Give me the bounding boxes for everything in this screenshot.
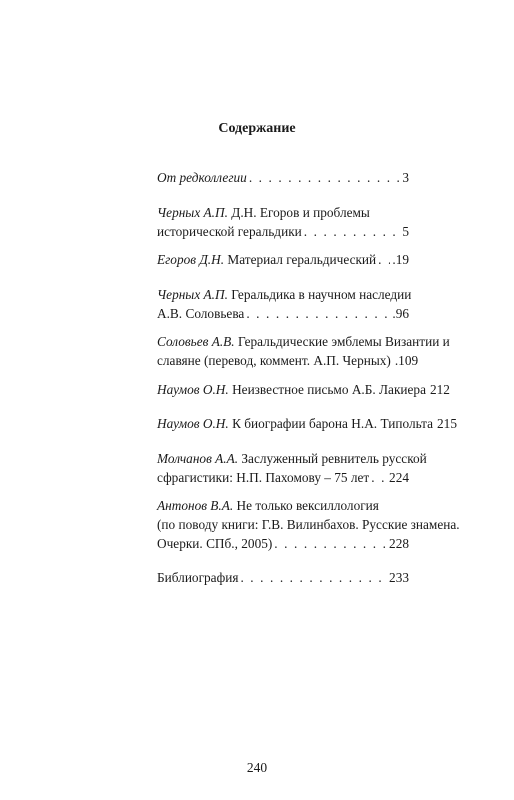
toc-author: Молчанов А.А. xyxy=(157,451,239,466)
toc-page-number: 5 xyxy=(402,224,409,239)
toc-author: Наумов О.Н. xyxy=(157,382,229,397)
toc-entry xyxy=(157,414,457,433)
toc-author: Егоров Д.Н. xyxy=(157,252,225,267)
toc-title: Неизвестное письмо А.Б. Лакиера xyxy=(232,382,426,397)
toc-title: Не только вексиллология xyxy=(236,498,379,513)
toc-entry xyxy=(157,449,427,487)
dot-leader xyxy=(371,468,387,487)
toc-title: Геральдические эмблемы Византии и xyxy=(237,334,450,349)
dot-leader xyxy=(304,222,401,241)
toc-page-number: .96 xyxy=(392,306,409,321)
dot-leader xyxy=(240,568,387,587)
toc-entry xyxy=(157,285,412,323)
toc-page-number: .19 xyxy=(392,252,409,267)
toc-page-number: .109 xyxy=(394,353,419,368)
dot-leader xyxy=(249,168,401,187)
toc-entry xyxy=(157,168,409,187)
toc-entry xyxy=(157,332,450,370)
toc-author: Черных А.П. xyxy=(157,287,228,302)
toc-title: Библиография xyxy=(157,570,239,585)
toc-title: славяне (перевод, коммент. А.П. Черных) xyxy=(157,353,391,368)
toc-title: исторической геральдики xyxy=(157,224,302,239)
toc-page-number: 228 xyxy=(389,536,409,551)
toc-page-number: 224 xyxy=(389,470,409,485)
toc-page-number: 212 xyxy=(429,382,450,397)
toc-entry xyxy=(157,203,409,241)
toc-page-number: 3 xyxy=(402,170,409,185)
page-title: Содержание xyxy=(218,121,296,136)
toc-entry xyxy=(157,496,460,553)
toc-title: А.В. Соловьева xyxy=(157,306,245,321)
toc-title: сфрагистики: Н.П. Пахомову – 75 лет xyxy=(157,470,370,485)
toc-title: Заслуженный ревнитель русской xyxy=(241,451,427,466)
toc-entry xyxy=(157,568,409,587)
toc-title: К биографии барона Н.А. Типольта xyxy=(232,416,434,431)
toc-page-number: 215 xyxy=(437,416,457,431)
toc-entry xyxy=(157,250,409,269)
toc-entry xyxy=(157,380,450,399)
toc-title: (по поводу книги: Г.В. Вилинбахов. Русские знамена. xyxy=(157,517,460,532)
page-number: 240 xyxy=(246,760,268,775)
dot-leader xyxy=(378,250,390,269)
toc-title: Геральдика в научном наследии xyxy=(231,287,412,302)
toc-author: Наумов О.Н. xyxy=(157,416,229,431)
dot-leader xyxy=(274,534,387,553)
dot-leader xyxy=(246,304,390,323)
toc-author: Антонов В.А. xyxy=(157,498,234,513)
toc-author: Соловьев А.В. xyxy=(157,334,235,349)
toc-title: Материал геральдический xyxy=(227,252,377,267)
toc-page-number: 233 xyxy=(389,570,409,585)
toc-title: Д.Н. Егоров и проблемы xyxy=(231,205,370,220)
toc-author: От редколлегии xyxy=(157,170,247,185)
toc-author: Черных А.П. xyxy=(157,205,228,220)
toc-title: Очерки. СПб., 2005) xyxy=(157,536,273,551)
